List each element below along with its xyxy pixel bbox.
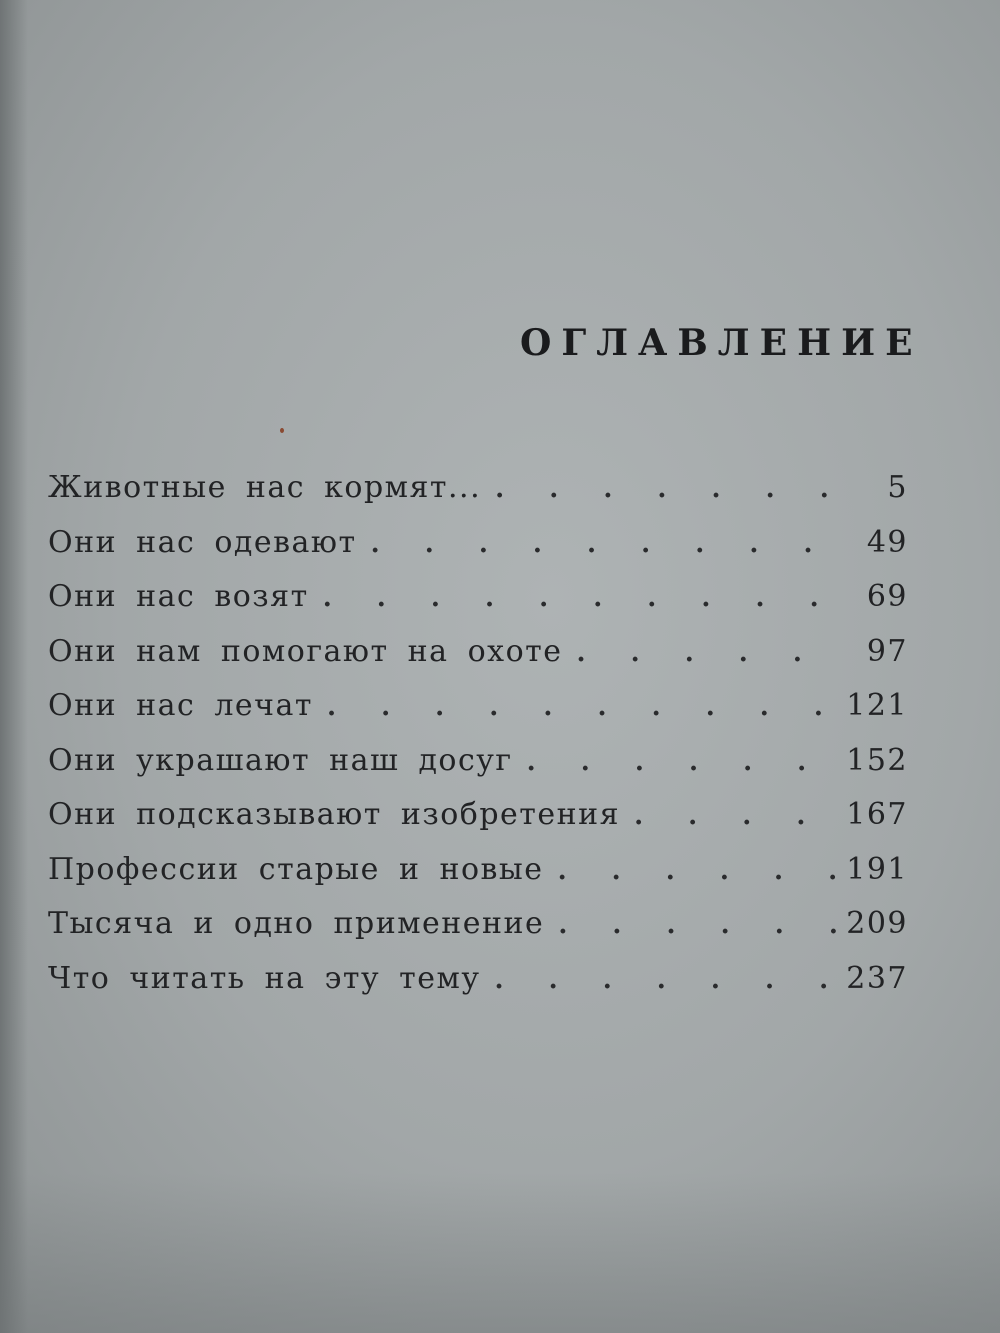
- toc-dot-leader: [327, 692, 836, 722]
- toc-entry-title: Они нас возят: [48, 579, 309, 614]
- toc-entry-page: 97: [866, 633, 908, 669]
- toc-entry: [48, 852, 908, 907]
- toc-entry-page: 237: [846, 960, 908, 996]
- toc-entry: [48, 525, 908, 580]
- table-of-contents: [48, 470, 908, 1015]
- toc-entry-page: 69: [866, 579, 908, 614]
- table-of-contents-heading: ОГЛАВЛЕНИЕ: [520, 322, 923, 364]
- toc-entry-page: 167: [846, 797, 908, 832]
- toc-entry: [48, 579, 908, 634]
- toc-entry: [48, 797, 908, 852]
- toc-entry-page: 209: [846, 906, 908, 941]
- toc-dot-leader: [527, 747, 836, 777]
- toc-entry-title: Они подсказывают изобретения: [48, 797, 621, 832]
- toc-entry-page: 152: [846, 742, 908, 778]
- toc-dot-leader: [558, 856, 836, 886]
- toc-entry: [48, 906, 908, 961]
- toc-dot-leader: [495, 474, 836, 504]
- toc-entry-title: Что читать на эту тему: [48, 960, 481, 996]
- toc-entry-title: Они украшают наш досуг: [48, 742, 513, 778]
- toc-entry-page: 49: [866, 524, 908, 560]
- toc-entry-page: 191: [846, 851, 908, 887]
- toc-entry: [48, 961, 908, 1016]
- toc-entry-title: Они нас одевают: [48, 524, 357, 560]
- ink-speck: [280, 428, 284, 433]
- toc-dot-leader: [577, 638, 837, 668]
- page-edge-shadow: [0, 0, 28, 1333]
- toc-entry: [48, 634, 908, 689]
- toc-entry-page: 5: [887, 470, 908, 505]
- toc-entry-title: Они нас лечат: [48, 688, 313, 723]
- page-bottom-shadow: [0, 1173, 1000, 1333]
- toc-dot-leader: [558, 910, 836, 940]
- toc-dot-leader: [634, 801, 836, 831]
- toc-entry: [48, 743, 908, 798]
- toc-dot-leader: [371, 529, 836, 559]
- toc-entry: [48, 470, 908, 525]
- toc-entry-title: Животные нас кормят...: [48, 470, 482, 505]
- toc-entry-title: Они нам помогают на охоте: [48, 633, 563, 669]
- toc-entry-title: Профессии старые и новые: [48, 851, 544, 887]
- toc-entry-page: 121: [846, 688, 908, 723]
- toc-dot-leader: [323, 583, 836, 613]
- toc-entry-title: Тысяча и одно применение: [48, 906, 545, 941]
- toc-entry: [48, 688, 908, 743]
- toc-dot-leader: [495, 965, 837, 995]
